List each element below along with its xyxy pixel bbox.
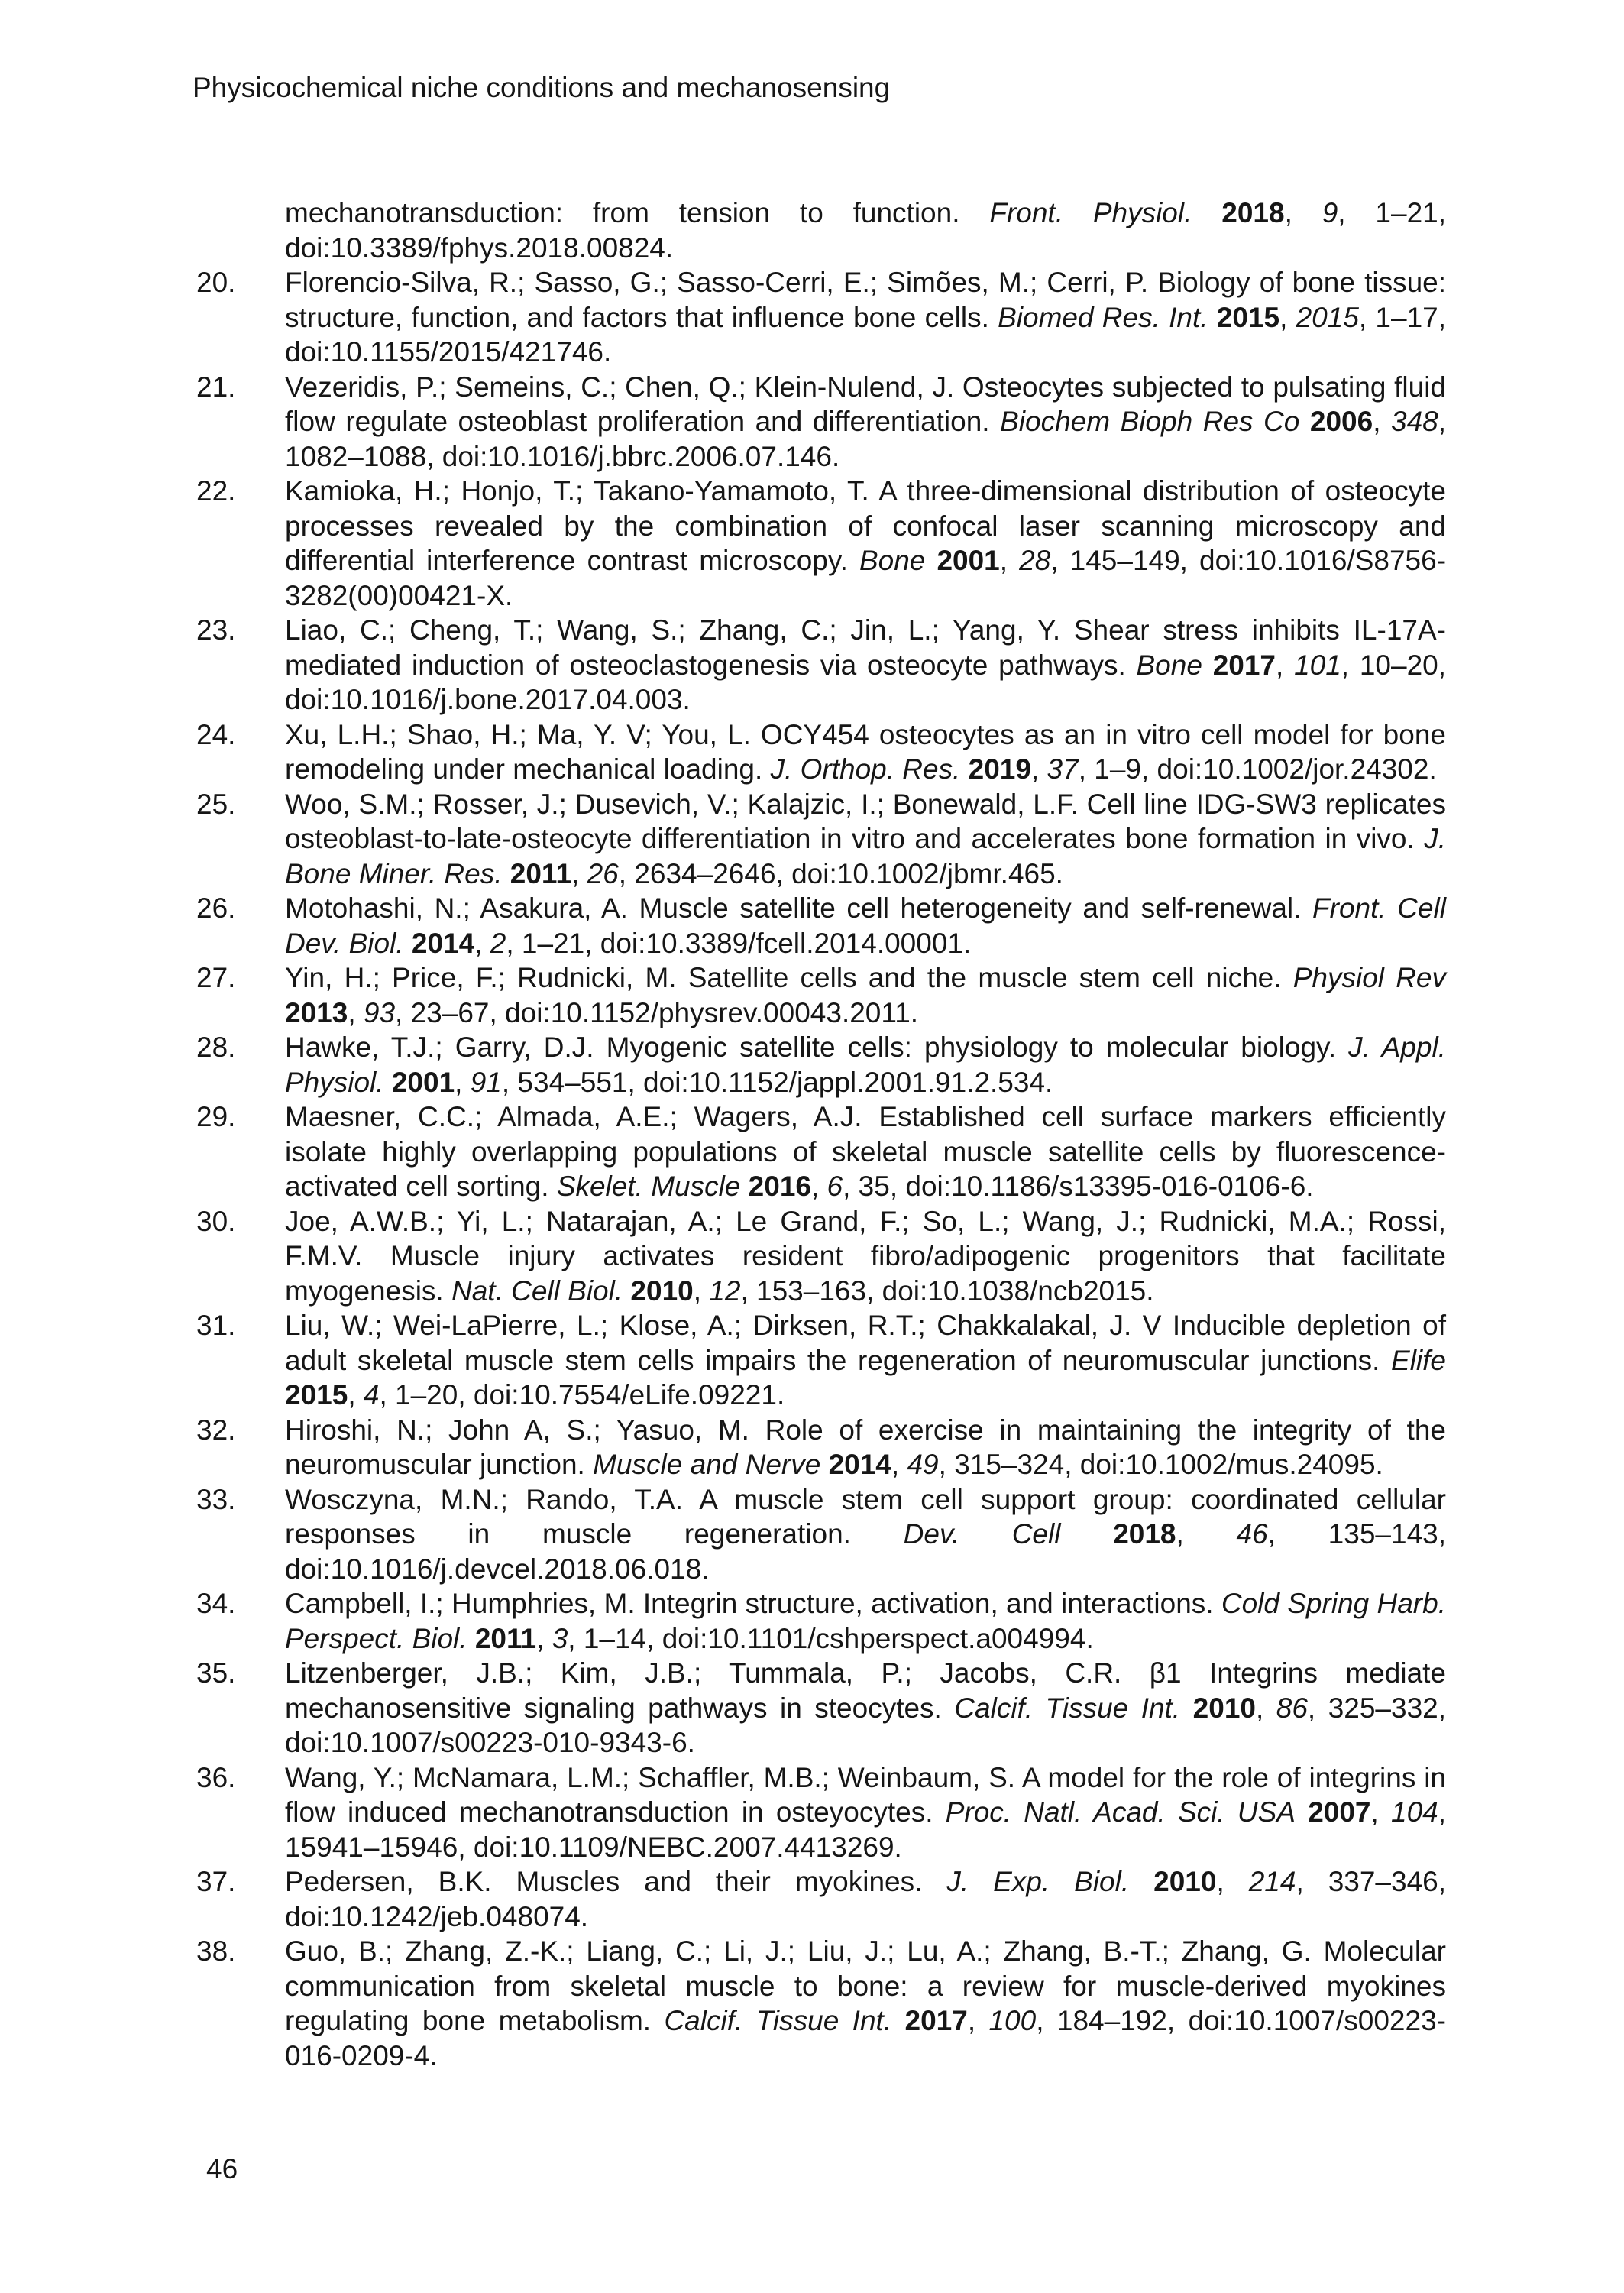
citation-text [925,545,937,576]
citation-text: Hiroshi, N.; John A, S.; Yasuo, M. Role of exercise in maintaining the integrity of the neuromuscular junction. [285,1414,1446,1480]
citation-text: , 337–346, doi:10.1242/jeb.048074. [285,1866,1447,1932]
journal-or-volume: Skelet. Muscle [556,1171,741,1202]
reference-text [285,717,1446,787]
reference-number: 31. [196,1310,236,1341]
reference-text [285,1656,1446,1760]
citation-text: , 145–149, doi:10.1016/S8756-3282(00)00421-X. [285,545,1447,611]
reference-number: 30. [196,1205,236,1237]
citation-text: , [348,1379,364,1410]
reference-item [0,1586,1624,1656]
citation-text: , 23–67, doi:10.1152/physrev.00043.2011. [395,996,919,1028]
year: 2007 [1308,1796,1371,1828]
reference-text [285,370,1446,474]
reference-item [0,370,1624,474]
journal-or-volume: 101 [1294,649,1341,681]
citation-text: Pedersen, B.K. Muscles and their myokines. [285,1866,947,1897]
reference-text [285,1308,1446,1413]
journal-or-volume: 6 [827,1171,843,1202]
citation-text [467,1623,475,1654]
citation-text: , [1284,197,1322,228]
journal-or-volume: 9 [1322,197,1338,228]
reference-number: 34. [196,1588,236,1619]
citation-text: , [1216,1866,1249,1897]
citation-text: , [348,996,364,1028]
citation-text: , 1–20, doi:10.7554/eLife.09221. [379,1379,785,1410]
citation-text [960,753,968,785]
citation-text: Kamioka, H.; Honjo, T.; Takano-Yamamoto, T. A three-dimensional distribution of osteocyte processes revealed by the combination of confocal laser scanning microscopy and differential interference contrast microscopy. [285,475,1446,576]
citation-text: , 325–332, doi:10.1007/s00223-010-9343-6. [285,1692,1447,1758]
journal-or-volume: J. Bone Miner. Res. [285,823,1446,889]
citation-text [1296,1796,1308,1828]
reference-item [0,960,1624,1030]
citation-text: , 1–14, doi:10.1101/cshperspect.a004994. [568,1622,1094,1654]
journal-or-volume: Bone [1136,649,1202,681]
citation-text: , [1279,301,1296,333]
reference-text [285,1482,1446,1587]
journal-or-volume: 37 [1047,753,1079,785]
citation-text: , [967,2005,989,2036]
journal-or-volume: Biomed Res. Int. [998,301,1208,333]
reference-text [285,1934,1446,2073]
journal-or-volume: Calcif. Tissue Int. [954,1692,1181,1724]
journal-or-volume: 91 [470,1066,502,1098]
citation-text: , 315–324, doi:10.1002/mus.24095. [938,1449,1383,1480]
citation-text: , [810,1171,827,1202]
year: 2010 [1153,1866,1217,1897]
reference-item [0,1864,1624,1934]
citation-text: , 10–20, doi:10.1016/j.bone.2017.04.003. [285,649,1447,715]
citation-text: , 15941–15946, doi:10.1109/NEBC.2007.4413269. [285,1796,1447,1863]
journal-or-volume: 26 [587,857,619,889]
citation-text [1060,1518,1113,1550]
reference-text [285,1413,1446,1482]
citation-text: Maesner, C.C.; Almada, A.E.; Wagers, A.J. Established cell surface markers efficiently isolate highly overlapping populations of skeletal muscle satellite cells by fluorescence-activated cell sorting. [285,1101,1446,1202]
year: 2001 [937,545,1000,576]
reference-text [285,1204,1446,1309]
reference-item [0,1413,1624,1482]
journal-or-volume: 3 [552,1622,568,1654]
reference-number: 21. [196,371,236,403]
citation-text: , 534–551, doi:10.1152/jappl.2001.91.2.534. [501,1066,1053,1098]
reference-item [0,717,1624,787]
reference-text [285,265,1446,370]
citation-text: , 153–163, doi:10.1038/ncb2015. [740,1274,1154,1307]
reference-number: 23. [196,614,236,646]
journal-or-volume: 28 [1019,545,1051,576]
citation-text: , [536,1622,552,1654]
reference-item [0,474,1624,613]
year: 2017 [904,2005,968,2036]
reference-text [285,474,1446,613]
year: 2014 [411,927,475,959]
citation-text: Liao, C.; Cheng, T.; Wang, S.; Zhang, C.; Jin, L.; Yang, Y. Shear stress inhibits IL-17A-mediated induction of osteoclastogenesis via osteocyte pathways. [285,614,1446,681]
reference-text [285,1030,1446,1100]
reference-number: 20. [196,267,236,298]
reference-item [0,787,1624,892]
citation-text [1180,1692,1193,1724]
journal-or-volume: 86 [1276,1692,1308,1724]
citation-text: , 1082–1088, doi:10.1016/j.bbrc.2006.07.146. [285,406,1447,472]
year: 2018 [1113,1518,1176,1550]
citation-text: mechanotransduction: from tension to function. [285,197,990,228]
citation-text: , [1370,1796,1391,1828]
citation-text: , [1255,1692,1276,1724]
reference-item [0,1482,1624,1587]
reference-number: 33. [196,1483,236,1515]
journal-or-volume: Nat. Cell Biol. [451,1274,623,1307]
journal-or-volume: Front. Cell Dev. Biol. [285,892,1446,959]
citation-text: , 2634–2646, doi:10.1002/jbmr.465. [618,857,1063,889]
journal-or-volume: 12 [709,1274,741,1307]
journal-or-volume: Calcif. Tissue Int. [664,2005,892,2036]
page-number: 46 [206,2153,238,2185]
citation-text [502,858,510,889]
journal-or-volume: Muscle and Nerve [593,1449,821,1480]
journal-or-volume: 104 [1391,1796,1438,1828]
citation-text: , [1373,406,1392,437]
citation-text [1208,302,1217,333]
journal-or-volume: 2015 [1296,301,1359,333]
citation-text: , [571,857,587,889]
citation-text [1192,197,1221,228]
reference-text [285,960,1446,1030]
citation-text: , [474,927,490,959]
journal-or-volume: 49 [907,1449,939,1480]
citation-text: Woo, S.M.; Rosser, J.; Dusevich, V.; Kalajzic, I.; Bonewald, L.F. Cell line IDG-SW3 replicates osteoblast-to-late-osteocyte differentiation in vitro and accelerates bone formation in vivo. [285,788,1446,854]
reference-item [0,1100,1624,1204]
journal-or-volume: Bone [859,545,926,576]
year: 2015 [285,1379,348,1410]
citation-text: , [1030,753,1047,785]
citation-text [623,1275,630,1307]
citation-text: , 1–21, doi:10.3389/fcell.2014.00001. [506,927,972,959]
journal-or-volume: Dev. Cell [903,1518,1061,1550]
reference-text [285,1100,1446,1204]
reference-number: 22. [196,475,236,507]
year: 2011 [510,857,572,889]
reference-number: 26. [196,892,236,924]
citation-text: Campbell, I.; Humphries, M. Integrin structure, activation, and interactions. [285,1588,1221,1619]
year: 2015 [1216,301,1280,333]
citation-text: , [1276,649,1295,681]
reference-number: 32. [196,1414,236,1446]
citation-text: Wosczyna, M.N.; Rando, T.A. A muscle stem cell support group: coordinated cellular responses in muscle regeneration. [285,1483,1446,1550]
journal-or-volume: 4 [363,1379,380,1410]
reference-number: 35. [196,1657,236,1689]
year: 2010 [1192,1692,1256,1724]
citation-text: Yin, H.; Price, F.; Rudnicki, M. Satellite cells and the muscle stem cell niche. [285,962,1293,993]
reference-text [285,1760,1446,1865]
journal-or-volume: Proc. Natl. Acad. Sci. USA [945,1796,1296,1828]
reference-item [0,1030,1624,1100]
citation-text: , [1176,1518,1237,1550]
citation-text: Vezeridis, P.; Semeins, C.; Chen, Q.; Klein-Nulend, J. Osteocytes subjected to pulsating fluid flow regulate osteoblast proliferation and differentiation. [285,371,1446,437]
year: 2010 [630,1274,694,1307]
year: 2019 [968,753,1031,785]
reference-list [0,196,1624,2073]
journal-or-volume: 214 [1248,1866,1296,1897]
citation-text [1202,649,1213,681]
journal-or-volume: J. Exp. Biol. [946,1866,1130,1897]
citation-text [404,928,412,959]
reference-number: 38. [196,1935,236,1967]
citation-text: , [455,1066,471,1098]
citation-text: Guo, B.; Zhang, Z.-K.; Liang, C.; Li, J.; Liu, J.; Lu, A.; Zhang, B.-T.; Zhang, G. Molecular communication from skeletal muscle to bone: a review for muscle-derived myokines regulating bone metabolism. [285,1935,1446,2036]
citation-text: Motohashi, N.; Asakura, A. Muscle satellite cell heterogeneity and self-renewal. [285,892,1313,924]
year: 2017 [1212,649,1276,681]
citation-text: , 1–17, doi:10.1155/2015/421746. [285,301,1447,368]
reference-item [0,1656,1624,1760]
journal-or-volume: Physiol Rev [1292,962,1447,993]
citation-text: Joe, A.W.B.; Yi, L.; Natarajan, A.; Le Grand, F.; So, L.; Wang, J.; Rudnicki, M.A.; Rossi, F.M.V. Muscle injury activates resident fibro/adipogenic progenitors that facilitate myogenesis. [285,1205,1446,1307]
citation-text: Wang, Y.; McNamara, L.M.; Schaffler, M.B.; Weinbaum, S. A model for the role of integrins in flow induced mechanotransduction in osteyocytes. [285,1761,1446,1828]
reference-text [285,787,1446,892]
reference-text [285,891,1446,960]
citation-text: , [891,1449,907,1480]
citation-text: , [999,545,1020,576]
reference-item [0,613,1624,717]
citation-text: Florencio-Silva, R.; Sasso, G.; Sasso-Cerri, E.; Simões, M.; Cerri, P. Biology of bone tissue: structure, function, and factors that influence bone cells. [285,267,1446,333]
reference-text [285,196,1446,265]
reference-item [0,891,1624,960]
journal-or-volume: 93 [363,996,396,1028]
reference-number: 27. [196,962,236,993]
year: 2001 [391,1066,455,1098]
citation-text [384,1067,392,1098]
journal-or-volume: Biochem Bioph Res Co [1000,406,1300,437]
reference-number: 36. [196,1761,236,1793]
citation-text [891,2005,904,2036]
journal-or-volume: Elife [1391,1344,1446,1376]
citation-text: , 1–9, doi:10.1002/jor.24302. [1078,753,1437,785]
year: 2013 [285,996,348,1028]
year: 2016 [748,1171,811,1202]
reference-text [285,613,1446,717]
reference-item [0,1204,1624,1309]
reference-item [0,1308,1624,1413]
citation-text: Litzenberger, J.B.; Kim, J.B.; Tummala, P.; Jacobs, C.R. β1 Integrins mediate mechanosensitive signaling pathways in steocytes. [285,1657,1446,1724]
citation-text [1299,406,1310,437]
reference-text [285,1864,1446,1934]
citation-text [820,1449,828,1480]
year: 2014 [828,1449,891,1480]
reference-item [0,1760,1624,1865]
citation-text [1129,1866,1153,1897]
citation-text: , 184–192, doi:10.1007/s00223-016-0209-4. [285,2005,1446,2071]
journal-or-volume: 46 [1236,1518,1268,1550]
journal-or-volume: 348 [1391,406,1438,437]
journal-or-volume: Cold Spring Harb. Perspect. Biol. [285,1588,1446,1654]
reference-number: 28. [196,1032,236,1063]
citation-text: , [693,1274,710,1307]
running-header: Physicochemical niche conditions and mechanosensing [192,72,891,103]
reference-item [0,196,1624,265]
citation-text: , 35, doi:10.1186/s13395-016-0106-6. [843,1171,1314,1202]
year: 2011 [474,1622,537,1654]
journal-or-volume: J. Orthop. Res. [770,753,961,785]
citation-text: Liu, W.; Wei-LaPierre, L.; Klose, A.; Dirksen, R.T.; Chakkalakal, J. V Inducible depletion of adult skeletal muscle stem cells impairs the regeneration of neuromuscular junctions. [285,1310,1446,1376]
reference-number: 24. [196,718,236,750]
citation-text: , 135–143, doi:10.1016/j.devcel.2018.06.018. [285,1518,1446,1585]
reference-item [0,1934,1624,2073]
year: 2018 [1221,197,1285,228]
journal-or-volume: Front. Physiol. [989,197,1192,228]
reference-number: 25. [196,788,236,820]
journal-or-volume: 100 [988,2005,1037,2036]
citation-text: , 1–21, doi:10.3389/fphys.2018.00824. [285,197,1447,264]
citation-text: Hawke, T.J.; Garry, D.J. Myogenic satellite cells: physiology to molecular biology. [285,1032,1349,1063]
reference-item [0,265,1624,370]
year: 2006 [1309,406,1373,437]
reference-number: 37. [196,1866,236,1897]
citation-text: Xu, L.H.; Shao, H.; Ma, Y. V; You, L. OCY454 osteocytes as an in vitro cell model for bone remodeling under mechanical loading. [285,718,1446,785]
citation-text [740,1171,748,1202]
journal-or-volume: J. Appl. Physiol. [285,1032,1446,1098]
reference-text [285,1586,1446,1656]
journal-or-volume: 2 [490,927,506,959]
reference-number: 29. [196,1101,236,1132]
